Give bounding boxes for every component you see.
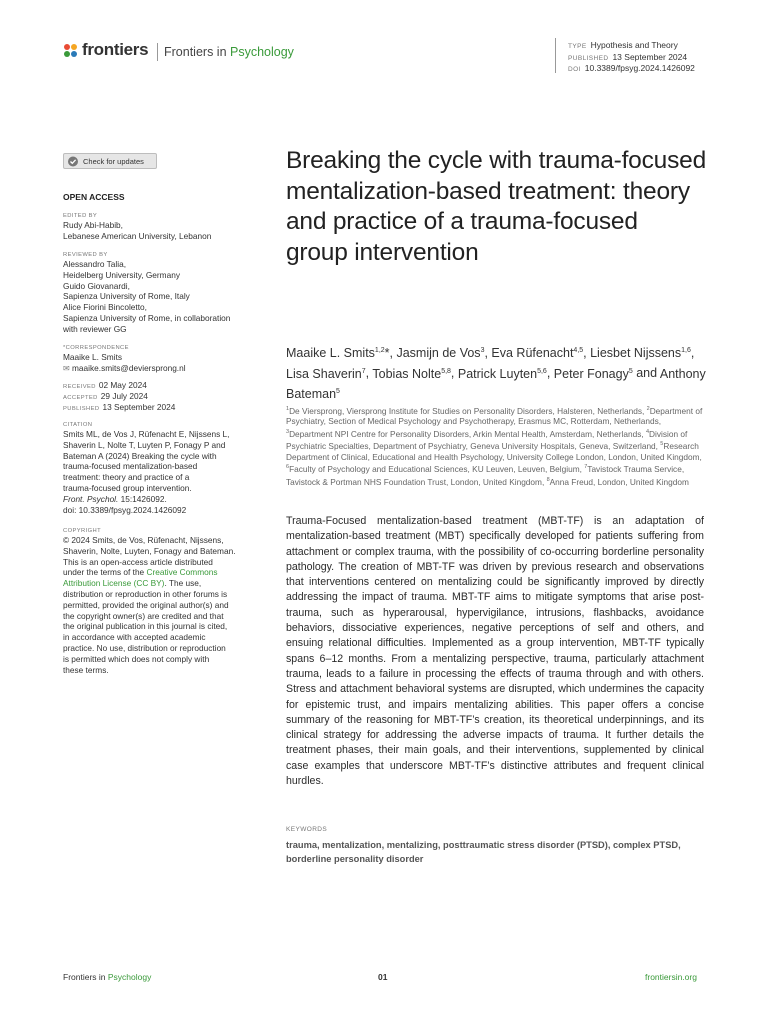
author-affiliation-sup: 1,2: [374, 347, 385, 354]
affiliation-list: [286, 404, 706, 487]
author-affiliation-sup: 5,6: [537, 367, 547, 375]
affiliation: De Viersprong, Viersprong Institute for Studies on Personality Disorders, Halsteren, Netherlands,: [289, 405, 647, 416]
copyright: COPYRIGHT © 2024 Smits, de Vos, Rüfenacht, Nijssens, Shaverin, Nolte, Luyten, Fonagy and Bateman. This is an open-access article distributed under the terms of the Creative Commons Attribution License (CC BY). The use, distribution or reproduction in other forums is permitted, provided the original author(s) and the copyright owner(s) are credited and that the original publication in this journal is cited, in accordance with accepted academic practice. No use, distribution or reproduction is permitted which does not comply with these terms.: [63, 528, 236, 675]
affiliation: Anna Freud, London, United Kingdom: [549, 476, 689, 487]
correspondence: *CORRESPONDENCE Maaike L. Smits ✉ maaike.smits@deviersprong.nl: [63, 344, 263, 375]
author[interactable]: Patrick Luyten$^{5,6}$: [457, 366, 547, 381]
meta-divider: [555, 38, 556, 73]
affiliation: Faculty of Psychology and Educational Sciences, KU Leuven, Leuven, Belgium,: [289, 464, 585, 475]
author-affiliation-sup: 7: [361, 367, 366, 375]
author-affiliation-sup: 4,5: [573, 347, 584, 354]
cc-license-link[interactable]: Creative Commons: [146, 567, 218, 578]
abstract: Trauma-Focused mentalization-based treatment (MBT-TF) is an adaptation of mentalization-based treatment (MBT) specifically developed for patients suffering from attachment or complex trauma, with the possibility of co-occurring borderline personality pathology. The creation of MBT-TF was driven by previous research and observations that interventions centered on mentalizing could be significantly improved by directly addressing the impact of trauma. MBT-TF aims to mitigate symptoms that arise post-trauma, such as hyperarousal, hypervigilance, intrusions, flashbacks, avoidance behaviors, dissociative experiences, negative perceptions of self and others, and ensuing relational difficulties. Implemented as a group intervention, MBT-TF typically spans 6–12 months. From a mentalizing perspective, trauma, particularly attachment trauma, leads to a failure in processing the effects of trauma through and with others. Stress and attachment behavioral systems are disrupted, which undermines the capacity for epistemic trust, and impairs mentalizing abilities. This paper offers a concise summary of the reasoning for MBT-TF’s creation, its theoretical underpinnings, and its clinical strategy for addressing the adverse impacts of trauma. It further details the treatment phases, their main goals, and their interventions, supplemented by clinical case examples that underscore MBT-TF’s distinctive attributes and frequent clinical hurdles.: [286, 515, 704, 788]
author[interactable]: Lisa Shaverin$^7$: [286, 366, 366, 381]
author-affiliation-sup: 5: [336, 387, 340, 395]
affiliation-number: 2: [646, 406, 650, 412]
author[interactable]: Anthony Bateman$^5$: [286, 366, 706, 402]
journal-prefix: Frontiers in: [164, 45, 230, 59]
keywords: trauma, mentalization, mentalizing, posttraumatic stress disorder (PTSD), complex PTSD, borderline personality disorder: [286, 840, 681, 864]
author-affiliation-sup: 1,6: [681, 347, 691, 354]
frontiers-logo-icon: [63, 43, 79, 59]
author[interactable]: Tobias Nolte$^{5,8}$: [372, 366, 451, 381]
correspondence-email[interactable]: ✉ maaike.smits@deviersprong.nl: [63, 362, 186, 373]
citation: CITATION Smits ML, de Vos J, Rüfenacht E, Nijssens L, Shaverin L, Nolte T, Luyten P, Fonagy P and Bateman A (2024) Breaking the cycle with trauma-focused mentalization-based treatment: theory and practice of a trauma-focused group intervention. Front. Psychol. 15:1426092. doi: 10.3389/fpsyg.2024.1426092: [63, 421, 263, 515]
author[interactable]: Eva Rüfenacht$^{4,5}$: [491, 346, 584, 361]
article-type: TYPE Hypothesis and Theory: [568, 40, 678, 50]
article-dates: RECEIVED 02 May 2024 ACCEPTED 29 July 2024 PUBLISHED 13 September 2024: [63, 380, 176, 412]
author-affiliation-sup: 5,8: [441, 367, 451, 375]
header-divider: [157, 43, 158, 61]
footer-site-link[interactable]: frontiersin.org: [645, 972, 697, 982]
affiliation: Division of Psychiatric Specialties, Department of Psychiatry, Geneva University Hospitals, Geneva, Switzerland,: [286, 428, 688, 452]
affiliation-number: 7: [584, 464, 588, 471]
affiliation: Tavistock Trauma Service, Tavistock & Portman NHS Foundation Trust, London, United Kingdom,: [286, 464, 685, 487]
author-affiliation-sup: 5: [628, 367, 633, 375]
affiliation-number: 1: [286, 406, 290, 412]
page-number: 01: [378, 972, 388, 982]
citation-doi[interactable]: doi: 10.3389/fpsyg.2024.1426092: [63, 504, 187, 515]
affiliation: Department NPI Centre for Personality Disorders, Arkin Mental Health, Amsterdam, Netherlands,: [289, 428, 646, 439]
open-access-label: OPEN ACCESS: [63, 192, 125, 202]
affiliation-number: 3: [286, 428, 290, 435]
author-list: Maaike L. Smits$^{1,2}$*, Jasmijn de Vos$^3$, Eva Rüfenacht$^{4,5}$, Liesbet Nijssens$^{1,6}$, Lisa Shaverin$^7$, Tobias Nolte$^{5,8}$, Patrick Luyten$^{5,6}$, Peter Fonagy$^5$ and Anthony Bateman$^5$: [286, 346, 706, 402]
published-date: PUBLISHED 13 September 2024: [568, 51, 688, 62]
doi[interactable]: DOI 10.3389/fpsyg.2024.1426092: [568, 63, 695, 73]
author[interactable]: Maaike L. Smits$^{1,2}$*: [286, 346, 390, 361]
mail-icon: ✉: [63, 363, 70, 373]
affiliation: Research Department of Clinical, Educational and Health Psychology, University College London, London, United Kingdom,: [286, 441, 702, 462]
affiliation-number: 4: [645, 428, 650, 435]
footer-journal: Frontiers in Psychology: [63, 972, 152, 982]
affiliation-number: 6: [286, 464, 290, 471]
edited-by: EDITED BY Rudy Abi-Habib, Lebanese American University, Lebanon: [63, 213, 212, 241]
author[interactable]: Liesbet Nijssens$^{1,6}$: [590, 346, 691, 361]
cc-license-link-2[interactable]: Attribution License (CC BY): [63, 578, 165, 589]
check-updates-label: Check for updates: [83, 156, 144, 166]
affiliation-number: 8: [546, 476, 550, 483]
keywords-label: KEYWORDS: [286, 826, 328, 833]
affiliation: Department of Psychiatry, Section of Medical Psychology and Psychotherapy, Erasmus MC, Rotterdam, Netherlands,: [286, 405, 703, 427]
check-updates-icon: [67, 156, 79, 167]
affiliation-number: 5: [660, 441, 664, 448]
check-for-updates-button[interactable]: [63, 153, 157, 169]
author-affiliation-sup: 3: [480, 347, 485, 354]
reviewed-by: REVIEWED BY Alessandro Talia, Heidelberg University, Germany Guido Giovanardi, Sapienza University of Rome, Italy Alice Fiorini Bincoletto, Sapienza University of Rome, in collaboration with reviewer GG: [63, 252, 231, 334]
brand-name[interactable]: frontiers: [82, 40, 149, 59]
article-title: Breaking the cycle with trauma-focused mentalization-based treatment: theory and practice of a trauma-focused group intervention: [286, 147, 706, 266]
journal-name[interactable]: [164, 45, 294, 59]
author[interactable]: Jasmijn de Vos$^3$: [396, 346, 485, 361]
author[interactable]: Peter Fonagy$^5$: [553, 366, 633, 381]
journal-title: Psychology: [230, 45, 294, 59]
